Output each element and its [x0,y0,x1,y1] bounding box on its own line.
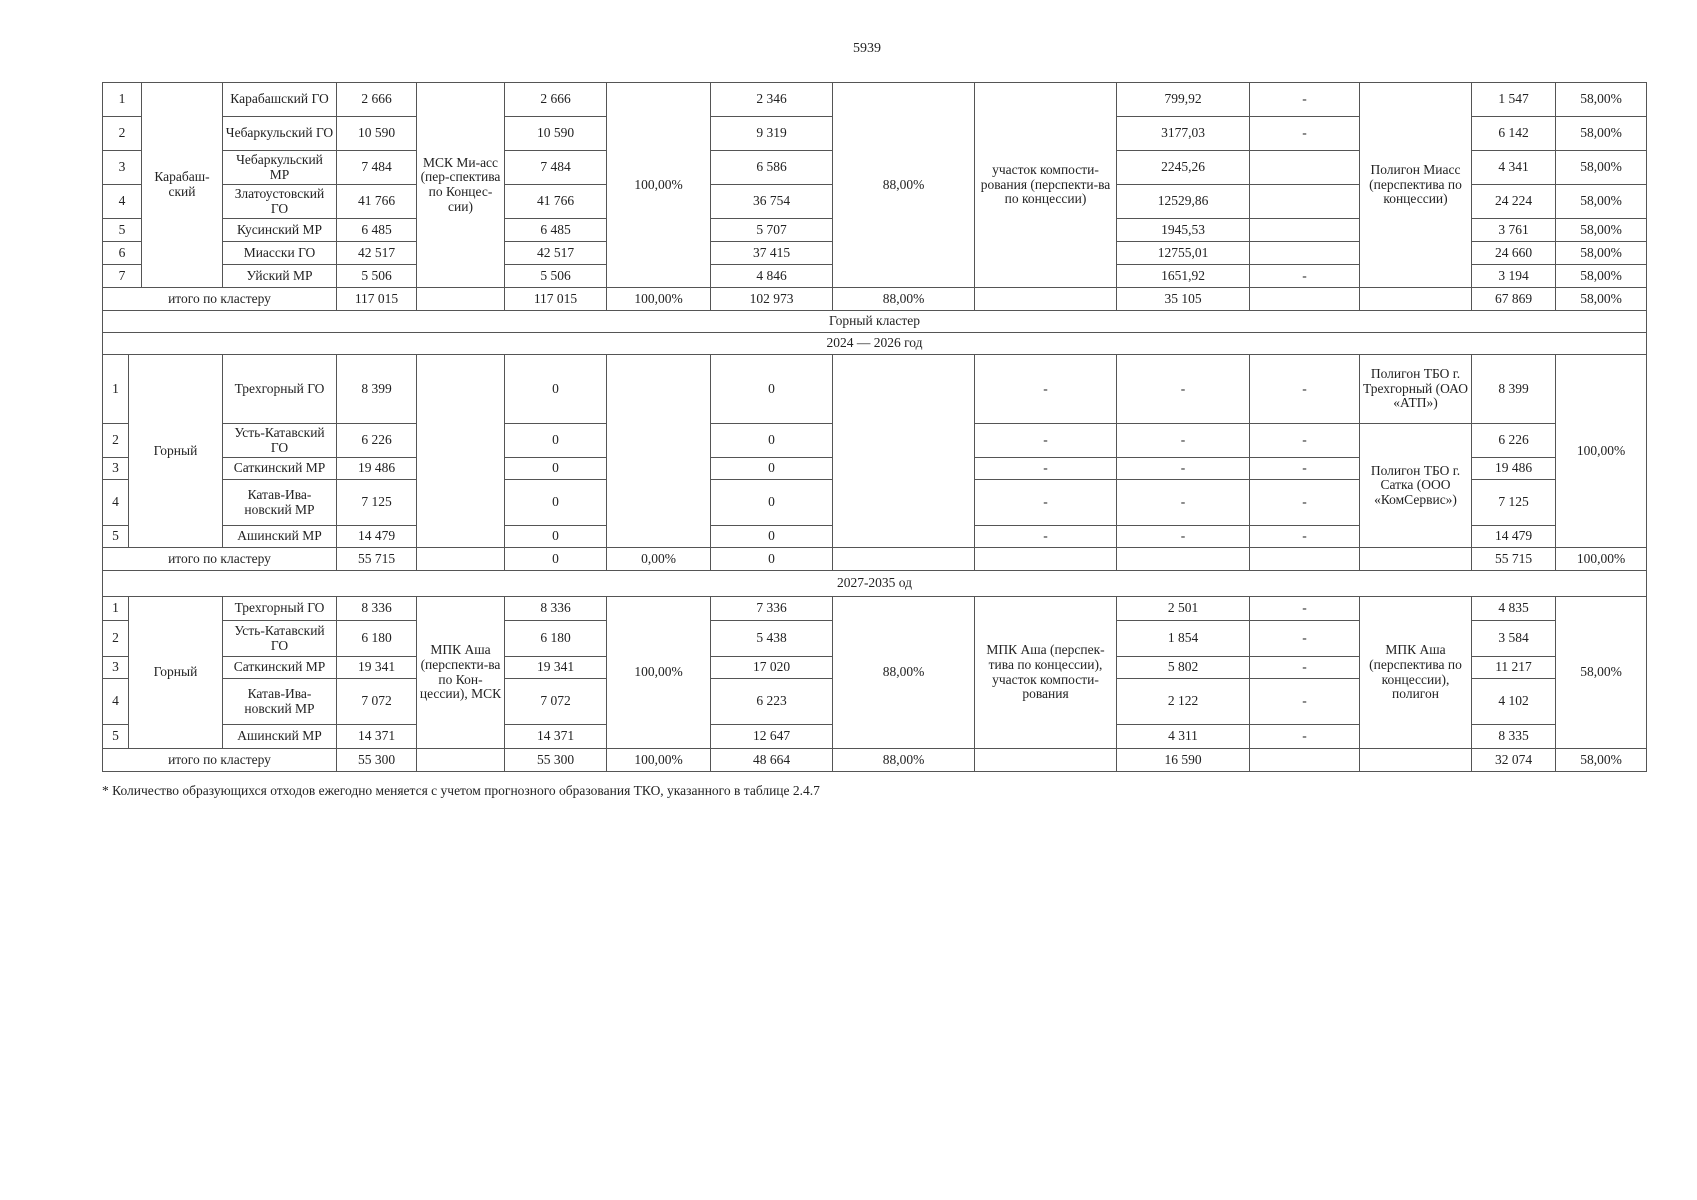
table-cell: 3 761 [1472,219,1556,242]
table-row [103,311,1647,333]
table-cell: 0 [711,424,833,458]
table-cell: 16 590 [1117,749,1250,772]
table-cell: 58,00% [1556,749,1647,772]
table-cell: 6 226 [337,424,417,458]
table-cell: - [975,480,1117,526]
table-cell: 5 707 [711,219,833,242]
table-cell: 41 766 [505,185,607,219]
table-cell: 0 [505,458,607,480]
page-number: 5939 [853,41,881,56]
table-cell: 7 072 [337,679,417,725]
table-cell: 37 415 [711,242,833,265]
table-cell: 3 [103,657,129,679]
table-cell [975,288,1117,311]
table-cell: Ашинский МР [223,725,337,749]
table-cell: 19 341 [505,657,607,679]
table-cell: 17 020 [711,657,833,679]
table-cell: 58,00% [1556,265,1647,288]
table-cell: - [1250,679,1360,725]
table-cell [417,749,505,772]
table-cell: 1 [103,83,142,117]
table-cell [1250,548,1360,571]
table-cell: 3 194 [1472,265,1556,288]
table-cell: - [1250,355,1360,424]
table-cell: 6 226 [1472,424,1556,458]
table-cell: 14 371 [505,725,607,749]
table-cell: 88,00% [833,597,975,749]
table-cell: 58,00% [1556,597,1647,749]
table-cell: 100,00% [607,83,711,288]
table-cell [1250,288,1360,311]
table-cell: 1 [103,355,129,424]
table-cell: 100,00% [607,288,711,311]
table-cell: 41 766 [337,185,417,219]
table-cell: 11 217 [1472,657,1556,679]
table-cell: 6 142 [1472,117,1556,151]
table-cell: 0 [505,480,607,526]
table-cell: 5 802 [1117,657,1250,679]
table-cell [1360,288,1472,311]
table-cell: Чебаркульский МР [223,151,337,185]
table-cell: 58,00% [1556,117,1647,151]
section-heading: Горный кластер [103,311,1647,333]
table-cell: - [1117,458,1250,480]
table-cell: 117 015 [505,288,607,311]
table-cell: Карабашский ГО [223,83,337,117]
table-cell [1117,548,1250,571]
table-cell: 7 336 [711,597,833,621]
table-cell: - [1250,597,1360,621]
table-cell: - [1117,424,1250,458]
table-cell: 1945,53 [1117,219,1250,242]
table-cell: 3177,03 [1117,117,1250,151]
table-cell: 2 666 [505,83,607,117]
table-cell: - [1250,725,1360,749]
table-cell [833,548,975,571]
table-cell [975,749,1117,772]
table-cell: МСК Ми-асс (пер-спектива по Концес-сии) [417,83,505,288]
table-cell [417,355,505,548]
table-cell: 6 180 [505,621,607,657]
table-cell: Саткинский МР [223,657,337,679]
table-cell: 55 715 [1472,548,1556,571]
table-cell: 102 973 [711,288,833,311]
table-cell: 8 336 [337,597,417,621]
table-cell: 42 517 [505,242,607,265]
table-cell: 88,00% [833,749,975,772]
table-cell: 32 074 [1472,749,1556,772]
table-cell: 14 479 [337,526,417,548]
table-cell: 6 485 [337,219,417,242]
table-cell: Миасски ГО [223,242,337,265]
table-cell: Саткинский МР [223,458,337,480]
table-cell: 8 399 [337,355,417,424]
table-cell: МПК Аша (перспекти-ва по Кон-цессии), МСК [417,597,505,749]
table-cell: участок компости-рования (перспекти-ва по концессии) [975,83,1117,288]
table-cell: 5 438 [711,621,833,657]
table-row [103,749,1647,772]
table-cell: 88,00% [833,288,975,311]
table-cell: - [1250,424,1360,458]
table-cell: 1 854 [1117,621,1250,657]
table-cell: Трехгорный ГО [223,597,337,621]
table-cell: Усть-Катавский ГО [223,621,337,657]
table-cell: 58,00% [1556,83,1647,117]
table-cell: 6 180 [337,621,417,657]
table-cell: 6 223 [711,679,833,725]
table-cell: МПК Аша (перспек-тива по концессии), участок компости-рования [975,597,1117,749]
table-cell: 55 715 [337,548,417,571]
table-cell [1250,185,1360,219]
table-cell: - [975,424,1117,458]
table-cell: 0 [711,548,833,571]
table-cell: 2 666 [337,83,417,117]
table-cell: - [1250,83,1360,117]
table-cell: Катав-Ива-новский МР [223,679,337,725]
table-cell: 0,00% [607,548,711,571]
footnote: * Количество образующихся отходов ежегодно меняется с учетом прогнозного образования ТКО, указанного в таблице 2.4.7 [102,783,820,798]
table-cell: 0 [505,355,607,424]
table-cell: 7 [103,265,142,288]
table-cell: 4 [103,679,129,725]
table-cell: 58,00% [1556,219,1647,242]
table-cell: 88,00% [833,83,975,288]
table-cell: 100,00% [1556,355,1647,548]
table-cell: 2 501 [1117,597,1250,621]
table-cell: - [1117,480,1250,526]
table-cell: 100,00% [607,749,711,772]
table-cell: - [1250,458,1360,480]
table-cell: 6 586 [711,151,833,185]
table-cell: 1 [103,597,129,621]
cluster-total-label: итого по кластеру [103,288,337,311]
table-cell: 5 [103,219,142,242]
table-cell: 0 [711,526,833,548]
table-cell: 0 [505,548,607,571]
table-cell: - [1250,480,1360,526]
table-cell: 12755,01 [1117,242,1250,265]
table-row [103,571,1647,597]
table-cell: 4 [103,480,129,526]
table-cell: 5 506 [505,265,607,288]
table-cell [607,355,711,548]
table-cell [833,355,975,548]
table-cell: 4 311 [1117,725,1250,749]
table-cell: 0 [505,526,607,548]
table-cell: Усть-Катавский ГО [223,424,337,458]
table-cell: 19 486 [337,458,417,480]
table-cell: 3 [103,151,142,185]
table-cell [1250,219,1360,242]
table-cell: 5 506 [337,265,417,288]
table-cell: 8 399 [1472,355,1556,424]
table-cell: Полигон Миасс (перспектива по концессии) [1360,83,1472,288]
table-section-karabash [102,82,1647,355]
table-row [103,288,1647,311]
table-cell: Полигон ТБО г. Сатка (ООО «КомСервис») [1360,424,1472,548]
table-cell: - [975,458,1117,480]
table-cell: 58,00% [1556,242,1647,265]
table-cell: Трехгорный ГО [223,355,337,424]
table-cell: - [975,526,1117,548]
table-cell: 0 [711,355,833,424]
table-cell: 117 015 [337,288,417,311]
table-cell: 7 484 [337,151,417,185]
table-cell: 4 102 [1472,679,1556,725]
table-cell: Чебаркульский ГО [223,117,337,151]
table-cell: Горный [129,355,223,548]
table-cell: - [1117,355,1250,424]
table-cell: - [1250,117,1360,151]
section-heading: 2027-2035 од [103,571,1647,597]
table-cell: - [1250,621,1360,657]
table-cell: МПК Аша (перспектива по концессии), полигон [1360,597,1472,749]
cluster-total-label: итого по кластеру [103,548,337,571]
table-row [103,333,1647,355]
table-cell: 8 335 [1472,725,1556,749]
table-cell: 10 590 [505,117,607,151]
table-cell: Златоустовский ГО [223,185,337,219]
table-cell: Уйский МР [223,265,337,288]
table-cell: 5 [103,725,129,749]
table-cell: 3 [103,458,129,480]
table-cell: - [975,355,1117,424]
table-row [103,355,1647,424]
table-cell: 8 336 [505,597,607,621]
table-cell: 36 754 [711,185,833,219]
table-cell: 12 647 [711,725,833,749]
table-cell: 55 300 [505,749,607,772]
table-cell [417,548,505,571]
table-cell: Кусинский МР [223,219,337,242]
table-cell: 7 125 [337,480,417,526]
table-cell: 42 517 [337,242,417,265]
table-cell: 1 547 [1472,83,1556,117]
table-cell: 2 346 [711,83,833,117]
table-cell [1250,151,1360,185]
section-heading: 2024 — 2026 год [103,333,1647,355]
table-row [103,548,1647,571]
table-cell: 0 [505,424,607,458]
table-cell: 1651,92 [1117,265,1250,288]
table-cell: 0 [711,480,833,526]
table-cell: 14 371 [337,725,417,749]
table-cell: 4 341 [1472,151,1556,185]
table-cell: 100,00% [1556,548,1647,571]
table-cell: - [1117,526,1250,548]
table-cell: 2 [103,621,129,657]
table-cell: 24 224 [1472,185,1556,219]
table-cell: 0 [711,458,833,480]
table-cell: 7 125 [1472,480,1556,526]
table-cell: 19 486 [1472,458,1556,480]
table-cell [1360,749,1472,772]
table-cell [417,288,505,311]
table-cell: 9 319 [711,117,833,151]
table-cell: 55 300 [337,749,417,772]
table-cell: 6 485 [505,219,607,242]
table-cell: 2245,26 [1117,151,1250,185]
table-cell: 7 072 [505,679,607,725]
table-cell [1360,548,1472,571]
table-cell: Горный [129,597,223,749]
table-row [103,83,1647,117]
table-cell: 6 [103,242,142,265]
table-cell: 10 590 [337,117,417,151]
table-cell: - [1250,526,1360,548]
table-cell [1250,749,1360,772]
table-cell: 2 [103,424,129,458]
table-section-gorny-2024 [102,354,1647,597]
table-cell: 35 105 [1117,288,1250,311]
table-cell: 100,00% [607,597,711,749]
table-cell: 4 846 [711,265,833,288]
table-cell: 4 [103,185,142,219]
table-cell: - [1250,265,1360,288]
table-row [103,597,1647,621]
table-cell: Катав-Ива-новский МР [223,480,337,526]
table-cell: 799,92 [1117,83,1250,117]
table-cell: 24 660 [1472,242,1556,265]
table-cell: 7 484 [505,151,607,185]
table-cell: 19 341 [337,657,417,679]
table-cell: Полигон ТБО г. Трехгорный (ОАО «АТП») [1360,355,1472,424]
table-cell: 58,00% [1556,288,1647,311]
table-cell: 12529,86 [1117,185,1250,219]
table-cell: - [1250,657,1360,679]
table-cell: 48 664 [711,749,833,772]
table-cell: 2 [103,117,142,151]
table-cell: 58,00% [1556,185,1647,219]
table-cell: 3 584 [1472,621,1556,657]
table-cell: 4 835 [1472,597,1556,621]
table-cell: 5 [103,526,129,548]
table-cell: 14 479 [1472,526,1556,548]
table-section-gorny-2027 [102,596,1647,772]
table-cell [1250,242,1360,265]
table-cell: 2 122 [1117,679,1250,725]
table-cell: 58,00% [1556,151,1647,185]
table-cell: 67 869 [1472,288,1556,311]
table-cell [975,548,1117,571]
table-cell: Карабаш-ский [142,83,223,288]
table-cell: Ашинский МР [223,526,337,548]
cluster-total-label: итого по кластеру [103,749,337,772]
